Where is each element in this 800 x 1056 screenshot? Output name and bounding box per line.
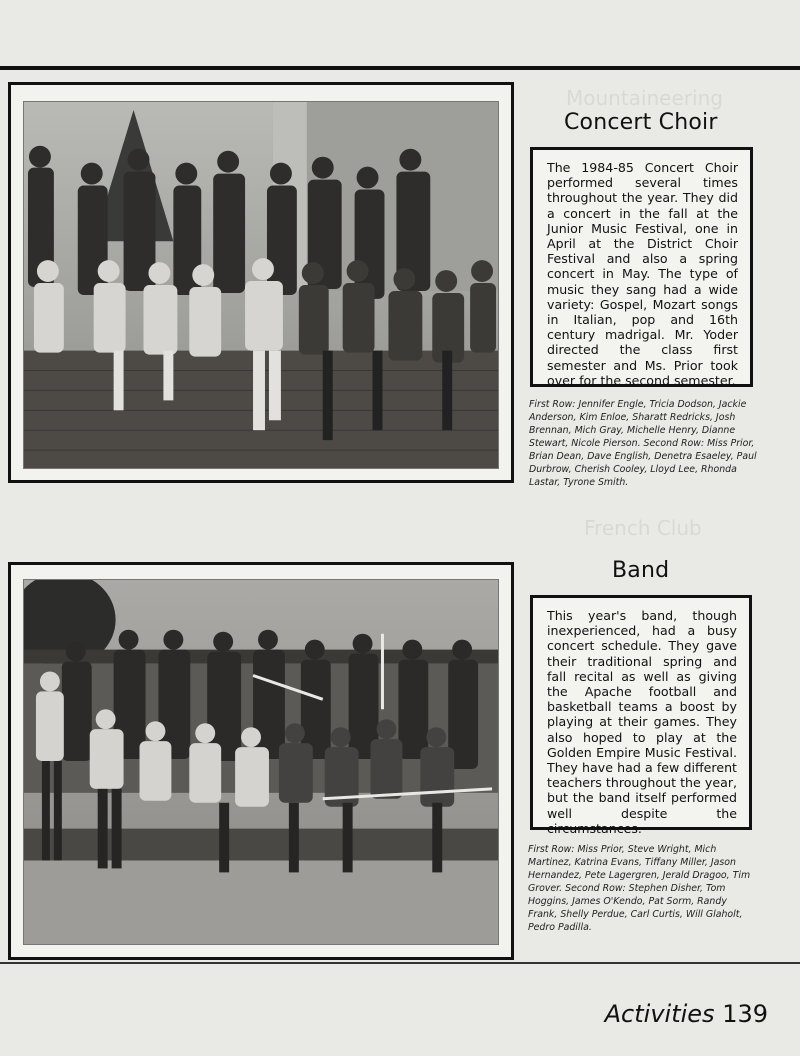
top-rule	[0, 66, 800, 70]
concert-choir-description-text: The 1984-85 Concert Choir performed several times throughout the year. They did a concert in the fall at the Junior Music Festival, one in April at the District Choir Festival and also a spring concert in May. The type of music they sang had a wide variety: Gospel, Mozart songs in Italian, pop and 16th century madrigal. Mr. Yoder directed the class first semester and Ms. Prior took over for the second semester.	[547, 160, 738, 388]
concert-choir-caption: First Row: Jennifer Engle, Tricia Dodson, Jackie Anderson, Kim Enloe, Sharatt Redricks, Josh Brennan, Mich Gray, Michelle Henry, Dianne Stewart, Nicole Pierson. Second Row: Miss Prior, Brian Dean, Dave English, Denetra Esaeley, Paul Durbrow, Cherish Cooley, Lloyd Lee, Rhonda Lastar, Tyrone Smith.	[529, 399, 757, 488]
band-description	[530, 595, 752, 836]
band-description-text: This year's band, though inexperienced, had a busy concert schedule. They gave their traditional spring and fall recital as well as giving the Apache football and basketball teams a boost by playing at their games. They also hoped to play at the Golden Empire Music Festival. They have had a few different teachers throughout the year, but the band itself performed well despite the circumstances.	[547, 608, 737, 836]
choir-photo-frame	[8, 82, 514, 483]
section-title-band: Band	[612, 558, 670, 583]
ghost-show-through-1: Mountaineering	[566, 86, 723, 110]
band-photo-icon	[24, 580, 498, 944]
band-caption: First Row: Miss Prior, Steve Wright, Mich Martinez, Katrina Evans, Tiffany Miller, Jason Hernandez, Pete Lagergren, Jerald Dragoo, Tim Grover. Second Row: Stephen Disher, Tom Hoggins, James O'Kendo, Pat Sorm, Randy Frank, Shelly Perdue, Carl Curtis, Will Glaholt, Pedro Padilla.	[528, 844, 751, 933]
bottom-rule	[0, 962, 800, 964]
page-footer	[605, 1000, 768, 1028]
group-photo-icon	[24, 102, 498, 468]
band-photo	[23, 579, 499, 945]
choir-photo	[23, 101, 499, 469]
footer-label: Activities	[604, 1000, 715, 1028]
page-number: 139	[722, 1000, 768, 1028]
section-title-concert-choir: Concert Choir	[564, 110, 718, 135]
ghost-show-through-2: French Club	[584, 516, 702, 540]
band-photo-frame	[8, 562, 514, 960]
concert-choir-description	[530, 147, 753, 387]
